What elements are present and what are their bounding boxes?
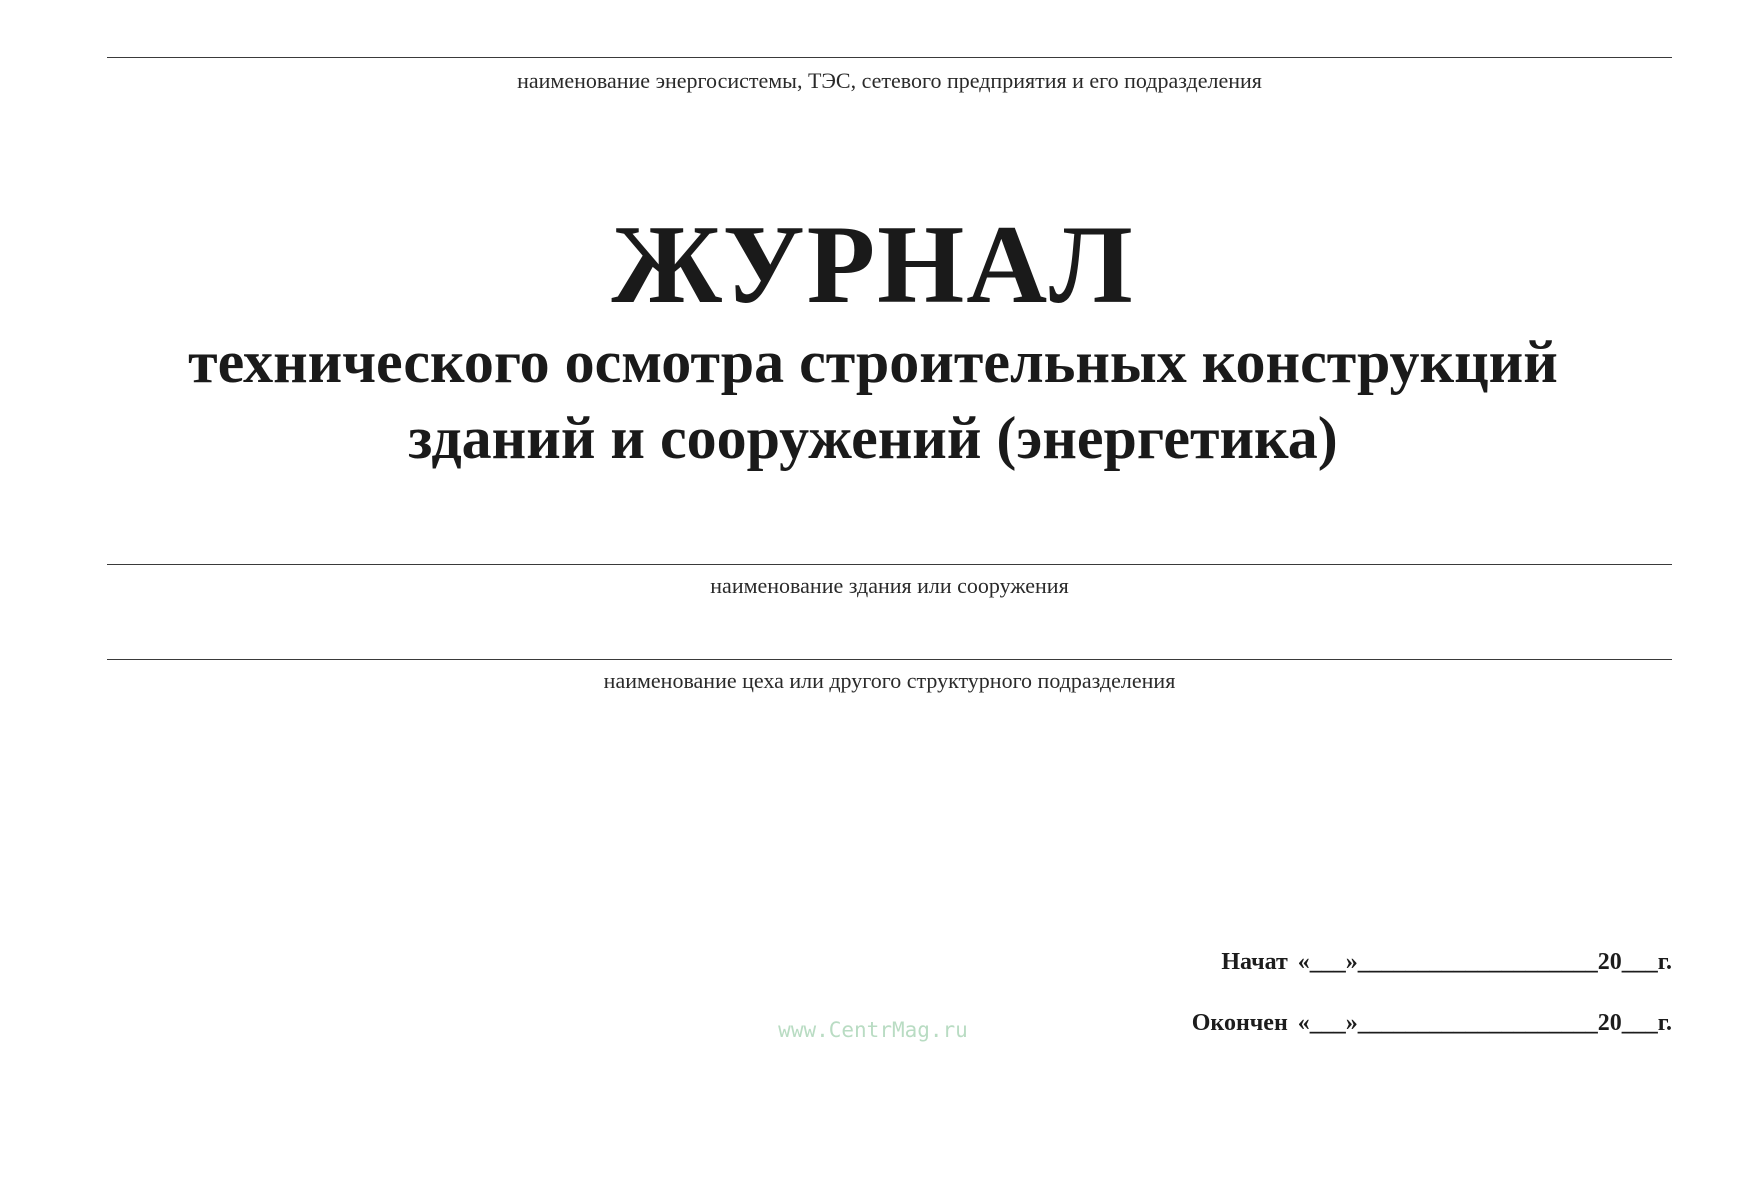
organization-name-line [107,57,1672,58]
started-label: Начат [1221,949,1288,975]
watermark: www.CentrMag.ru [778,1018,968,1042]
building-caption: наименование здания или сооружения [710,573,1069,598]
journal-subtitle-line-1: технического осмотра строительных конструкций [188,329,1558,395]
department-caption: наименование цеха или другого структурного подразделения [603,668,1176,693]
journal-subtitle-line-2: зданий и сооружений (энергетика) [408,405,1338,471]
organization-caption: наименование энергосистемы, ТЭС, сетевого предприятия и его подразделения [517,68,1262,93]
started-date-row [1221,946,1672,978]
building-name-line [107,564,1672,565]
journal-title: ЖУРНАЛ [611,203,1135,327]
department-name-line [107,659,1672,660]
finished-label: Окончен [1191,1010,1288,1036]
started-date-blank: «___»____________________20___г. [1297,949,1672,975]
finished-date-blank: «___»____________________20___г. [1297,1010,1672,1036]
